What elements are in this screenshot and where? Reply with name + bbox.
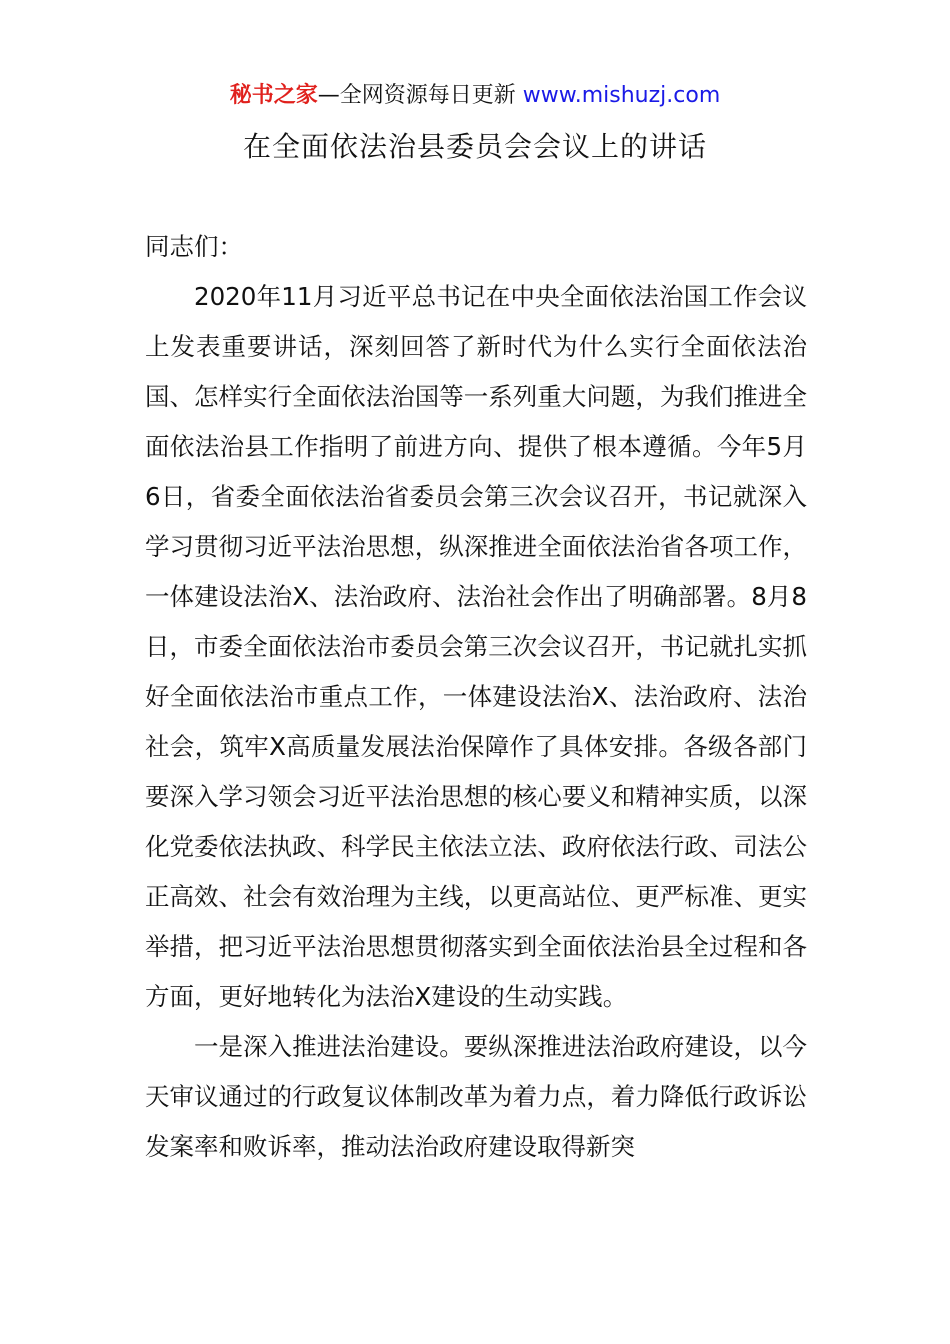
document-body (145, 222, 807, 1172)
brand-name: 秘书之家 (229, 83, 318, 108)
greeting: 同志们： (145, 232, 243, 261)
document-title: 在全面依法治县委员会会议上的讲话 (242, 130, 707, 163)
paragraph-1: 2020年11月习近平总书记在中央全面依法治国工作会议上发表重要讲话，深刻回答了新时代为什么实行全面依法治国、怎样实行全面依法治国等一系列重大问题，为我们推进全面依法治县工作指明了前进方向、提供了根本遵循。今年5月6日，省委全面依法治省委员会第三次会议召开，书记就深入学习贯彻习近平法治思想，纵深推进全面依法治省各项工作，一体建设法治X、法治政府、法治社会作出了明确部署。8月8日，市委全面依法治市委员会第三次会议召开，书记就扎实抓好全面依法治市重点工作，一体建设法治X、法治政府、法治社会，筑牢X高质量发展法治保障作了具体安排。各级各部门要深入学习领会习近平法治思想的核心要义和精神实质，以深化党委依法执政、科学民主依法立法、政府依法行政、司法公正高效、社会有效治理为主线，以更高站位、更严标准、更实举措，把习近平法治思想贯彻落实到全面依法治县全过程和各方面，更好地转化为法治X建设的生动实践。 (145, 282, 807, 1011)
site-header (0, 80, 950, 112)
header-tagline: —全网资源每日更新 (317, 83, 523, 108)
paragraph-2: 一是深入推进法治建设。要纵深推进法治政府建设，以今天审议通过的行政复议体制改革为着力点，着力降低行政诉讼发案率和败诉率，推动法治政府建设取得新突 (145, 1032, 807, 1161)
site-url-link[interactable]: www.mishuzj.com (522, 83, 721, 108)
